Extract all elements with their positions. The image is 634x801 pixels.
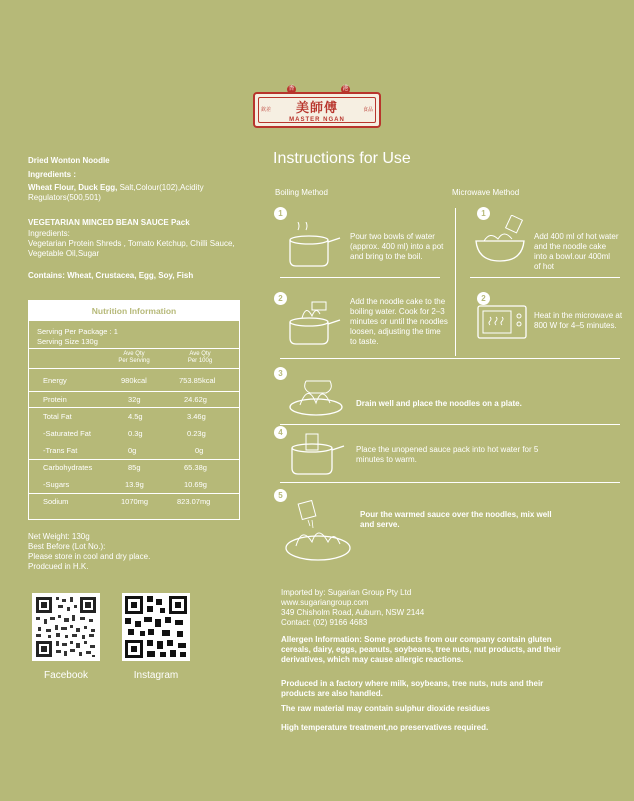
step-4-text: Place the unopened sauce pack into hot water for 5 minutes to warm. [356,445,539,464]
best-before: Best Before (Lot No.): [28,542,106,551]
net-weight: Net Weight: 130g [28,532,90,541]
instagram-qr-code[interactable] [122,593,190,661]
allergen-contains: Contains: Wheat, Crustacea, Egg, Soy, Fish [28,271,194,280]
pot-icon [282,222,342,272]
importer-info: Imported by: Sugarian Group Pty Ltd www.sugariangroup.com 349 Chisholm Road, Auburn, NSW 2144 Contact: (02) 9166 4683 [281,588,425,627]
logo-chinese-name: 美師傅 [295,101,338,116]
ingredients-line2: Regulators(500,501) [28,193,101,202]
ingredients-line1 [28,183,204,193]
nutrition-table: Nutrition Information Serving Per Package : 1 Serving Size 130g Ave Qty Per Serving Ave Qty Per 100g Energy 980kcal 753.85kcal Protein 32g 24.62g Total Fat 4.5g 3.46g -Saturated Fat 0.3g 0.23g -Trans Fat 0g 0g Carbohydrates 85g 65.38g -Sugars 13.9g 10.69g Sodium 1070mg 823.07mg [28,300,240,520]
serving-size: Serving Size 130g [37,337,98,346]
logo-top-right-char: 港 [342,86,349,92]
ingredients-bold: Wheat Flour, Duck Egg, [28,183,118,192]
step-5-badge: 5 [274,489,287,502]
product-name: Dried Wonton Noodle [28,156,110,165]
step-4-badge: 4 [274,426,287,439]
ingredients-label: Ingredients : [28,170,77,179]
step-3-text: Drain well and place the noodles on a plate. [356,399,522,408]
step-3-badge: 3 [274,367,287,380]
microwave-icon [476,304,528,342]
boil-step-1-badge: 1 [274,207,287,220]
step-5-text: Pour the warmed sauce over the noodles, mix well and serve. [360,510,552,529]
boiling-method-heading: Boiling Method [275,188,328,197]
sauce-ingredients-line1: Vegetarian Protein Shreds , Tomato Ketchup, Chilli Sauce, [28,239,235,248]
facebook-qr-code[interactable] [32,593,100,661]
produced-in: Prodcued in H.K. [28,562,89,571]
pot-noodles-icon [282,300,342,350]
micro-step-2-text: Heat in the microwave at 800 W for 4–5 minutes. [534,311,623,330]
instructions-title: Instructions for Use [273,150,411,167]
treatment-notice: High temperature treatment,no preservatives required. [281,723,489,732]
logo-top-left-char: 香 [288,86,295,92]
boil-step-2-text: Add the noodle cake to the boiling water. Cook for 2–3 minutes or until the noodles loosen, adjusting the time to taste. [350,297,448,346]
allergen-information: Allergen Information: Some products from our company contain gluten cereals, dairy, eggs, peanuts, soybeans, tree nuts, nut products, and their derivatives, which may cause allergic reactions. [281,635,561,664]
boil-step-2-badge: 2 [274,292,287,305]
ingredients-rest: Salt,Colour(102),Acidity [117,183,204,192]
sauce-ingredients-label: Ingredients: [28,229,70,238]
storage-info: Please store in cool and dry place. [28,552,151,561]
bowl-icon [470,215,530,265]
sauce-ingredients-line2: Vegetable Oil,Sugar [28,249,100,258]
brand-logo [253,86,381,128]
servings-per-package: Serving Per Package : 1 [37,327,118,336]
instagram-label: Instagram [133,670,179,681]
col-header-per-100g: Ave Qty Per 100g [187,351,213,364]
micro-step-2-badge: 2 [477,292,490,305]
logo-english-name: MASTER NGAN [289,117,345,123]
factory-notice: Produced in a factory where milk, soybeans, tree nuts, nuts and their products are also handled. [281,679,544,698]
logo-side-right: 食品 [362,107,373,113]
micro-step-1-text: Add 400 ml of hot water and the noodle cake into a bowl.our 400ml of hot [534,232,619,271]
microwave-method-heading: Microwave Method [452,188,520,197]
strainer-icon [286,375,348,421]
facebook-label: Facebook [44,670,88,681]
sulphur-notice: The raw material may contain sulphur dioxide residues [281,704,490,713]
boil-step-1-text: Pour two bowls of water (approx. 400 ml) into a pot and bring to the boil. [350,232,444,261]
sauce-pot-icon [286,432,348,478]
micro-step-1-badge: 1 [477,207,490,220]
nutrition-title: Nutrition Information [29,301,239,321]
serving-plate-icon [280,496,356,566]
col-header-per-serving: Ave Qty Per Serving [118,351,150,364]
logo-side-left: 欽差 [261,107,272,113]
sauce-title: VEGETARIAN MINCED BEAN SAUCE Pack [28,218,190,227]
